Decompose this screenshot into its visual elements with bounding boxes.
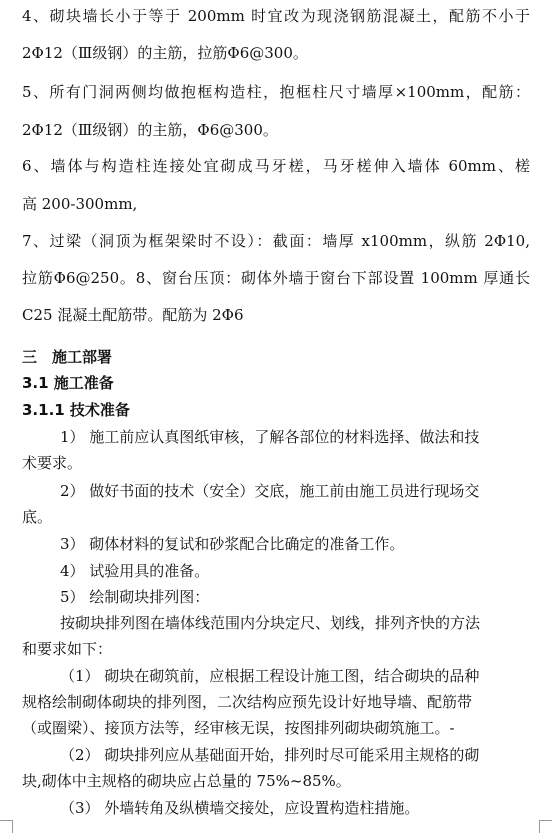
text-line-6: 高 200-300mm, xyxy=(22,195,138,213)
text-line-1: 4、砌块墙长小于等于 200mm 时宜改为现浇钢筋混凝土，配筋不小于 xyxy=(22,7,530,25)
list-item-2: 2） 做好书面的技术（安全）交底，施工前由施工员进行现场交 xyxy=(60,482,480,500)
sub-item-3: （3） 外墙转角及纵横墙交接处，应设置构造柱措施。 xyxy=(60,799,420,817)
page-corner-marker-left xyxy=(0,820,13,833)
text-line-5: 6、墙体与构造柱连接处宜砌成马牙槎，马牙槎伸入墙体 60mm、槎 xyxy=(22,157,530,175)
list-item-4: 4） 试验用具的准备。 xyxy=(60,562,210,580)
subsection-heading: 3.1 施工准备 xyxy=(22,374,114,392)
text-line-2: 2Φ12（Ⅲ级钢）的主筋，拉筋Φ6@300。 xyxy=(22,44,308,62)
text-line-3: 5、所有门洞两侧均做抱框构造柱，抱框柱尺寸墙厚×100mm，配筋： xyxy=(22,83,530,101)
list-item-2-continued: 底。 xyxy=(22,508,53,526)
list-item-3: 3） 砌体材料的复试和砂浆配合比确定的准备工作。 xyxy=(60,535,405,553)
text-line-7: 7、过梁（洞顶为框架梁时不设）：截面：墙厚 x100mm，纵筋 2Φ10, xyxy=(22,232,530,250)
sub-item-1-line-2: 规格绘制砌体砌块的排列图，二次结构应预先设计好地导墙、配筋带 xyxy=(22,693,473,711)
page-corner-marker-right xyxy=(539,820,552,833)
sub-item-2-line-2: 块,砌体中主规格的砌块应占总量的 75%~85%。 xyxy=(22,772,351,790)
sub-item-1-line-3: （或圈梁）、接顶方法等，经审核无误，按图排列砌块砌筑施工。- xyxy=(22,719,455,737)
list-item-1: 1） 施工前应认真图纸审核，了解各部位的材料选择、做法和技 xyxy=(60,428,480,446)
paragraph-line-2: 和要求如下： xyxy=(22,640,113,658)
paragraph-line-1: 按砌块排列图在墙体线范围内分块定尺、划线，排列齐快的方法 xyxy=(60,614,481,632)
sub-item-2: （2） 砌块排列应从基础面开始，排列时尽可能采用主规格的砌 xyxy=(60,746,480,764)
text-line-8: 拉筋Φ6@250。8、窗台压顶：砌体外墙于窗台下部设置 100mm 厚通长 xyxy=(22,269,530,287)
list-item-5: 5） 绘制砌块排列图： xyxy=(60,588,210,606)
section-heading: 三 施工部署 xyxy=(22,348,113,366)
text-line-9: C25 混凝土配筋带。配筋为 2Φ6 xyxy=(22,306,244,324)
list-item-1-continued: 术要求。 xyxy=(22,454,83,472)
text-line-4: 2Φ12（Ⅲ级钢）的主筋，Φ6@300。 xyxy=(22,121,278,139)
subsubsection-heading: 3.1.1 技术准备 xyxy=(22,401,130,419)
sub-item-1: （1） 砌块在砌筑前，应根据工程设计施工图，结合砌块的品种 xyxy=(60,667,480,685)
